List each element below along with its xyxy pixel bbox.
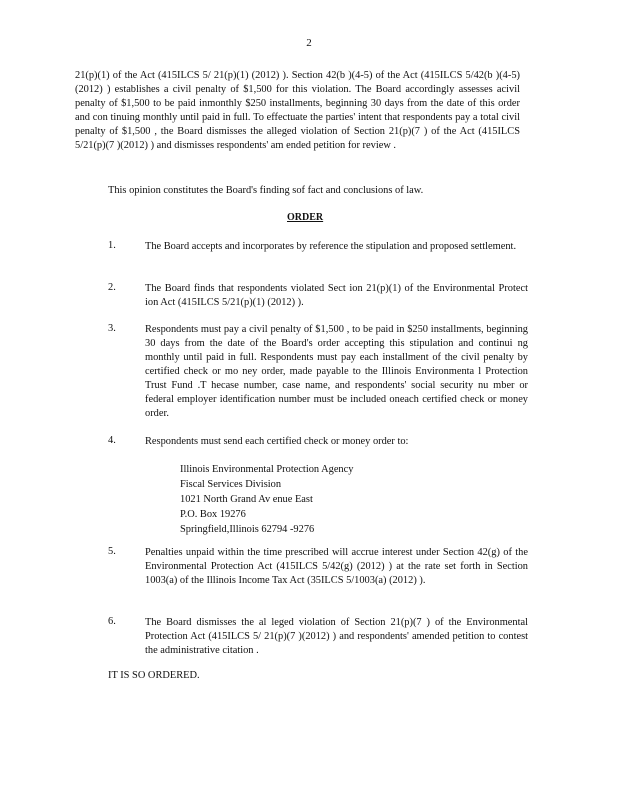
address-po-box: P.O. Box 19276	[180, 509, 246, 520]
page-number: 2	[306, 37, 312, 49]
order-item-text: Respondents must pay a civil penalty of $1,500 , to be paid in $250 installments, beginning 30 days from the date of the Board's order accepting this stipulation and continui ng monthly until paid in full. Respondents must pay each installment of the civil penalty by certified check or mo ney order, made payable to the Illinois Environmenta l Protection Trust Fund .T hecase number, case name, and respondents' social security nu mber or federal employer identification number must be included oneach certified check or money order.	[145, 324, 528, 419]
order-item-number: 2.	[108, 282, 116, 293]
order-item-number: 4.	[108, 435, 116, 446]
order-item-text: The Board finds that respondents violated Sect ion 21(p)(1) of the Environmental Protect ion Act (415ILCS 5/21(p)(1) (2012) ).	[145, 283, 528, 308]
order-item-text: The Board accepts and incorporates by reference the stipulation and proposed settlement.	[145, 241, 517, 252]
order-heading: ORDER	[287, 212, 324, 223]
opinion-statement: This opinion constitutes the Board's finding sof fact and conclusions of law.	[108, 185, 424, 196]
intro-paragraph: 21(p)(1) of the Act (415ILCS 5/ 21(p)(1) (2012) ). Section 42(b )(4-5) of the Act (415ILCS 5/42(b )(4-5) (2012) ) establishes a civil penalty of $1,500 for this violation. The Board accordingly assesses acivil penalty of $1,500 to be paid inmonthly $250 installments, beginning 30 days from the date of this order and con tinuing monthly until paid in full. To effectuate the parties' intent that respondents pay a total civil penalty of $1,500 , the Board dismisses the alleged violation of Section 21(p)(7 ) of the Act (415ILCS 5/21(p)(7 )(2012) ) and dismisses respondents' am ended petition for review .	[75, 70, 520, 151]
address-agency: Illinois Environmental Protection Agency	[180, 464, 354, 475]
order-item-text: The Board dismisses the al leged violation of Section 21(p)(7 ) of the Environmental Protection Act (415ILCS 5/ 21(p)(7 )(2012) ) and respondents' amended petition to contest the administrative citation .	[145, 617, 528, 656]
address-division: Fiscal Services Division	[180, 479, 282, 490]
closing-statement: IT IS SO ORDERED.	[108, 670, 200, 681]
order-item-number: 5.	[108, 546, 116, 557]
address-street: 1021 North Grand Av enue East	[180, 494, 313, 505]
order-item-number: 1.	[108, 240, 116, 251]
order-item-text: Penalties unpaid within the time prescribed will accrue interest under Section 42(g) of the Environmental Protection Act (415ILCS 5/42(g) (2012) ) at the rate set forth in Section 1003(a) of the Illinois Income Tax Act (35ILCS 5/1003(a) (2012) ).	[145, 547, 528, 586]
mailing-address	[180, 462, 353, 537]
address-city: Springfield,Illinois 62794 -9276	[180, 524, 315, 535]
order-item-number: 3.	[108, 323, 116, 334]
order-item-number: 6.	[108, 616, 116, 627]
order-item-text: Respondents must send each certified check or money order to:	[145, 436, 409, 447]
